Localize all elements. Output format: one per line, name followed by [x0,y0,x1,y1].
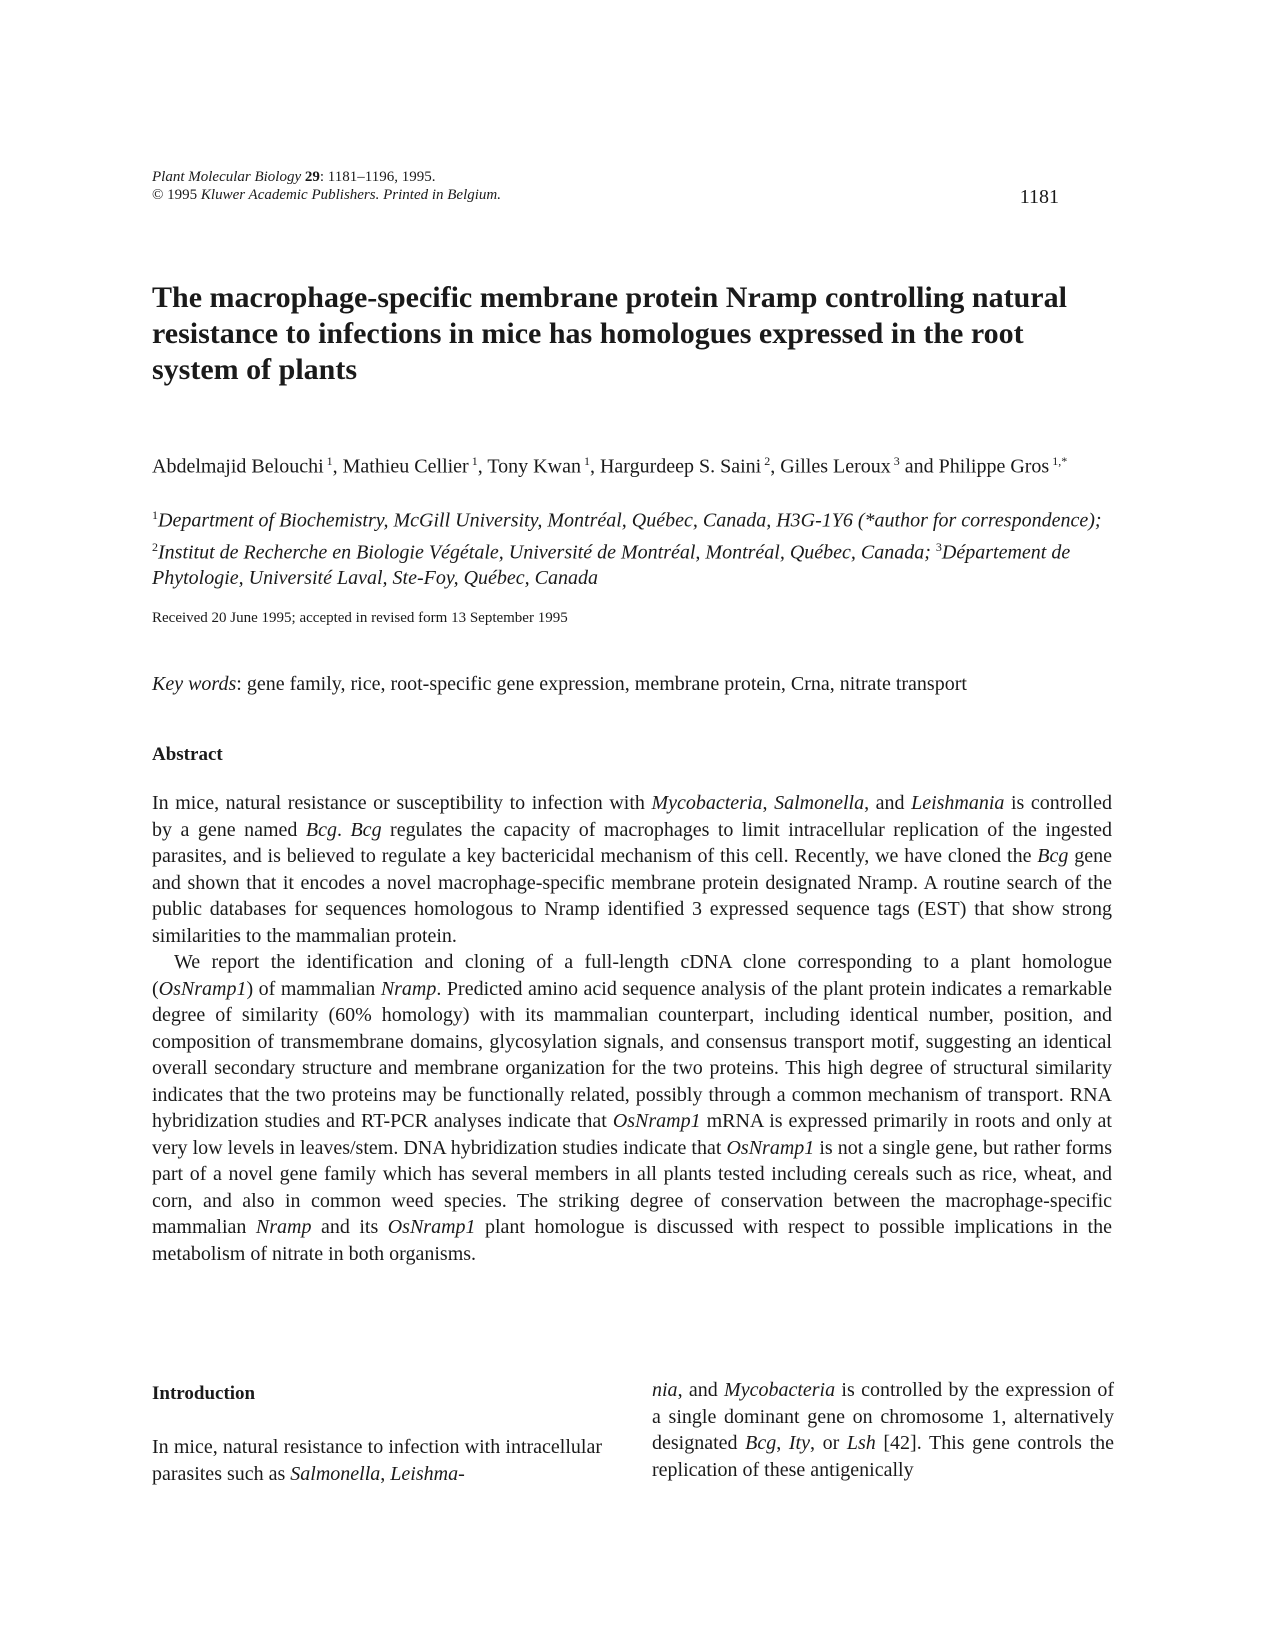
page-number: 1181 [1019,186,1059,208]
keywords-label: Key words [152,673,237,695]
journal-line-2 [152,186,752,204]
author-affiliation-marker: 1,* [1049,454,1068,468]
journal-pages: : 1181–1196, 1995. [319,169,436,185]
journal-citation [152,168,752,204]
author-affiliation-marker: 1 [580,454,590,468]
publisher: Kluwer Academic Publishers. Printed in Belgium. [200,187,502,203]
author-affiliation-marker: 3 [890,454,900,468]
affiliation-number: 1 [152,508,158,522]
abstract-paragraph-1: In mice, natural resistance or susceptibility to infection with Mycobacteria, Salmonella, and Leishmania is controlled by a gene named Bcg. Bcg regulates the capacity of macrophages to limit intracellular replication of the ingested parasites, and is believed to regulate a key bactericidal mechanism of this cell. Recently, we have cloned the Bcg gene and shown that it encodes a novel macrophage-specific membrane protein designated Nramp. A routine search of the public databases for sequences homologous to Nramp identified 3 expressed sequence tags (EST) that show strong similarities to the mammalian protein. [152,792,1112,947]
keywords [152,673,1112,696]
journal-name: Plant Molecular Biology [152,169,302,185]
article-title: The macrophage-specific membrane protein Nramp controlling natural resistance to infections in mice has homologues expressed in the root system of plants [152,281,1067,386]
received-date: Received 20 June 1995; accepted in revised form 13 September 1995 [152,610,568,626]
author-name: Hargurdeep S. Saini [599,455,762,478]
author-name: Tony Kwan [487,455,581,478]
author-affiliation-marker: 1 [323,454,333,468]
affiliation-text: Département de Phytologie, Université Laval, Ste-Foy, Québec, Canada [152,541,1071,590]
abstract-heading: Abstract [152,744,223,765]
introduction-left-column [152,1434,602,1487]
abstract-paragraph-2: We report the identification and cloning of a full-length cDNA clone corresponding to a plant homologue (OsNramp1) of mammalian Nramp. Predicted amino acid sequence analysis of the plant protein indicates a remarkable degree of similarity (60% homology) with its mammalian counterpart, including identical number, position, and composition of transmembrane domains, glycosylation signals, and consensus transport motif, suggesting an identical overall secondary structure and membrane organization for the two proteins. This high degree of structural similarity indicates that the two proteins may be functionally related, possibly through a common mechanism of transport. RNA hybridization studies and RT-PCR analyses indicate that OsNramp1 mRNA is expressed primarily in roots and only at very low levels in leaves/stem. DNA hybridization studies indicate that OsNramp1 is not a single gene, but rather forms part of a novel gene family which has several members in all plants tested including cereals such as rice, wheat, and corn, and also in common weed species. The striking degree of conservation between the macrophage-specific mammalian Nramp and its OsNramp1 plant homologue is discussed with respect to possible implications in the metabolism of nitrate in both organisms. [152,951,1112,1265]
intro-left-text: In mice, natural resistance to infection with intracellular parasites such as Salmonella, Leishma- [152,1436,602,1485]
author-name: Abdelmajid Belouchi [152,455,324,478]
intro-right-text: nia, and Mycobacteria is controlled by the expression of a single dominant gene on chromosome 1, alternatively designated Bcg, Ity, or Lsh [42]. This gene controls the replication of these antigenically [652,1379,1115,1481]
author-name: Philippe Gros [938,455,1050,478]
affiliation-number: 3 [935,539,942,554]
author-affiliation-marker: 2 [761,454,771,468]
author-list: Abdelmajid Belouchi $^1$, Mathieu Cellier $^1$, Tony Kwan $^1$, Hargurdeep S. Saini $^2$, Gilles Leroux $^3$ and Philippe Gros $^{1,*}$ [152,454,1068,478]
journal-volume: 29 [304,169,320,185]
author-affiliation-marker: 1 [468,454,478,468]
keywords-text: : gene family, rice, root-specific gene expression, membrane protein, Crna, nitrate transport [236,673,967,695]
affiliation-number: 2 [152,539,158,554]
affiliation-text: Institut de Recherche en Biologie Végétale, Université de Montréal, Montréal, Québec, Canada; [158,541,936,564]
affiliations [152,502,1112,591]
author-name: Mathieu Cellier [342,455,469,478]
introduction-heading: Introduction [152,1383,256,1404]
affiliation-text: Department of Biochemistry, McGill University, Montréal, Québec, Canada, H3G-1Y6 (*author for correspondence); [158,509,1102,532]
copyright: © 1995 [152,187,198,203]
journal-line-1 [152,168,752,186]
introduction-right-column [652,1377,1114,1483]
author-name: Gilles Leroux [780,455,891,478]
abstract [152,790,1112,1267]
